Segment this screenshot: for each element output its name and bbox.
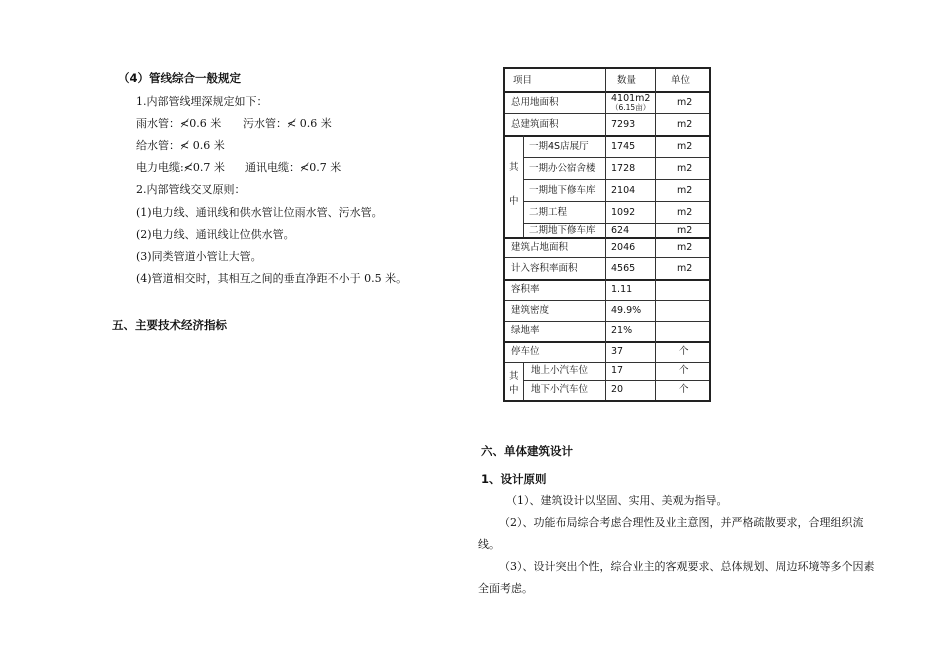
row-unit: m2	[677, 207, 693, 218]
row-item: 一期4S店展厅	[529, 141, 589, 152]
section-4-title: （4）管线综合一般规定	[118, 71, 242, 85]
row-unit: m2	[677, 263, 693, 274]
row-quantity: 49.9%	[611, 305, 642, 316]
row-item: 建筑密度	[511, 305, 550, 316]
principle-2-cont: 线。	[478, 538, 500, 551]
row-unit: 个	[679, 365, 689, 376]
row-quantity: 7293	[611, 119, 636, 130]
row-quantity: 4101m2	[611, 93, 651, 104]
tech-indicator-table	[503, 67, 711, 402]
row-unit: m2	[677, 119, 693, 130]
row-item: 二期地下修车库	[529, 225, 596, 236]
row-item: 一期地下修车库	[529, 185, 596, 196]
row-item: 总用地面积	[511, 97, 559, 108]
zhong-label-parking: 中	[509, 385, 519, 396]
row-unit: m2	[677, 242, 693, 253]
row-unit: m2	[677, 185, 693, 196]
row-quantity: 17	[611, 365, 624, 376]
water-pipe-depth: 给水管：≮ 0.6 米	[136, 139, 225, 152]
row-unit: 个	[679, 346, 689, 357]
row-quantity: 20	[611, 384, 624, 395]
row-quantity: 21%	[611, 325, 633, 336]
row-item: 计入容积率面积	[511, 263, 578, 274]
zhong-label: 中	[509, 196, 519, 207]
row-unit: m2	[677, 97, 693, 108]
principle-2: （2）、功能布局综合考虑合理性及业主意图，并严格疏散要求，合理组织流	[499, 516, 864, 529]
row-quantity: 1.11	[611, 284, 633, 295]
comm-cable-depth: 通讯电缆：≮0.7 米	[245, 161, 342, 174]
row-unit: m2	[677, 141, 693, 152]
row-item: 二期工程	[529, 207, 568, 218]
header-unit: 单位	[671, 75, 691, 86]
principle-3: （3）、设计突出个性，综合业主的客观要求、总体规划、周边环境等多个因素	[499, 560, 875, 573]
row-quantity-note: （6.15亩）	[611, 103, 651, 112]
crossing-rule-3: (3)同类管道小管让大管。	[136, 250, 262, 263]
crossing-rule-4: (4)管道相交时，其相互之间的垂直净距不小于 0.5 米。	[136, 272, 408, 285]
depth-rule-heading: 1.内部管线埋深规定如下：	[136, 95, 268, 108]
row-quantity: 2046	[611, 242, 636, 253]
principle-3-cont: 全面考虑。	[478, 582, 533, 595]
row-unit: 个	[679, 384, 689, 395]
qi-label: 其	[509, 162, 519, 173]
row-item: 总建筑面积	[511, 119, 559, 130]
crossing-rule-heading: 2.内部管线交叉原则：	[136, 183, 246, 196]
power-cable-depth: 电力电缆:≮0.7 米	[136, 161, 225, 174]
row-quantity: 624	[611, 225, 630, 236]
row-quantity: 1092	[611, 207, 636, 218]
rain-pipe-depth: 雨水管：≮0.6 米	[136, 117, 222, 130]
row-item: 地上小汽车位	[531, 365, 589, 376]
row-quantity: 1745	[611, 141, 636, 152]
row-item: 停车位	[511, 346, 540, 357]
row-unit: m2	[677, 163, 693, 174]
row-unit: m2	[677, 225, 693, 236]
header-item: 项目	[513, 75, 533, 86]
row-item: 地下小汽车位	[531, 384, 589, 395]
row-quantity: 4565	[611, 263, 636, 274]
design-principles-title: 1、设计原则	[481, 472, 547, 486]
row-quantity: 37	[611, 346, 624, 357]
header-quantity: 数量	[617, 75, 637, 86]
row-item: 建筑占地面积	[511, 242, 569, 253]
principle-1: （1）、建筑设计以坚固、实用、美观为指导。	[506, 494, 728, 507]
sewage-pipe-depth: 污水管：≮ 0.6 米	[243, 117, 332, 130]
section-6-title: 六、单体建筑设计	[481, 444, 573, 458]
crossing-rule-2: (2)电力线、通讯线让位供水管。	[136, 228, 295, 241]
row-item: 绿地率	[511, 325, 540, 336]
section-5-title: 五、主要技术经济指标	[112, 318, 227, 332]
row-quantity: 1728	[611, 163, 636, 174]
row-item: 容积率	[511, 284, 540, 295]
row-item: 一期办公宿舍楼	[529, 163, 596, 174]
crossing-rule-1: (1)电力线、通讯线和供水管让位雨水管、污水管。	[136, 206, 383, 219]
row-quantity: 2104	[611, 185, 636, 196]
qi-label-parking: 其	[509, 371, 519, 382]
